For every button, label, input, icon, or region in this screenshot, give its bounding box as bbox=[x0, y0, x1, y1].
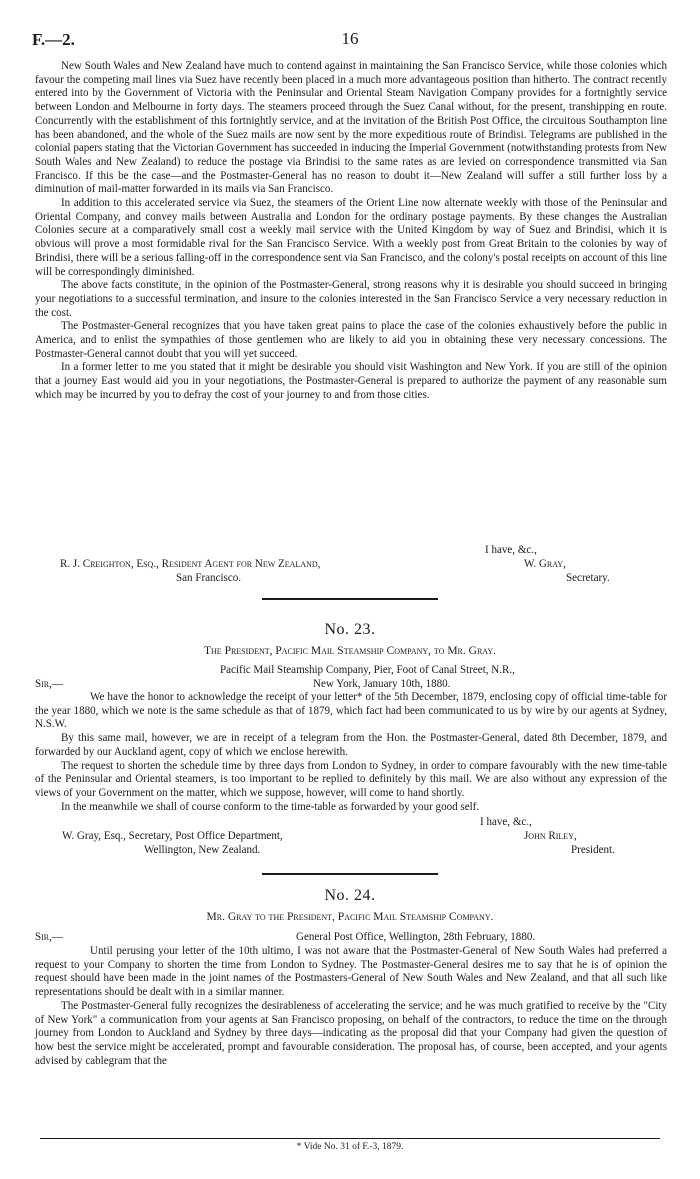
letter-24-address: General Post Office, Wellington, 28th February, 1880. bbox=[296, 931, 536, 943]
paragraph: In addition to this accelerated service via Suez, the steamers of the Orient Line now alternate weekly with those of the Peninsular and Oriental Company, and convey mails between Australia and London for the ordinary postage payments. By these changes the Australian Colonies secure at a comparatively small cost a weekly mail service with the United Kingdom by way of Suez and Brindisi, which it is obvious will prove a most formidable rival for the San Francisco Service. With a weekly post from Great Britain to the colonies by way of Brindisi, there will be a serious falling-off in the correspondence sent via San Francisco, and the colony's postal receipts on account of this line will be correspondingly diminished. bbox=[35, 197, 667, 278]
paragraph: New South Wales and New Zealand have much to contend against in maintaining the San Francisco Service, while those colonies which favour the competing mail lines via Suez have recently been placed in a much more advantageous position than hitherto. The contract recently entered into by the Government of Victoria with the Peninsular and Oriental Steam Navigation Company provides for a fortnightly service between London and Melbourne in forty days. The steamers proceed through the Suez Canal without, for the present, transhipping en route. Concurrently with the establishment of this fortnightly service, and at the invitation of the British Post Office, the circuitous Southampton line has been abandoned, and the whole of the Suez mails are now sent by the more expeditious route of Brindisi. Telegrams are published in the colonial papers stating that the Victorian Government has succeeded in inducing the Imperial Government (notwithstanding protests from New South Wales and New Zealand) to reduce the postage via Brindisi to the same rates as are levied on correspondence transmitted via San Francisco. If this be the case—and the Postmaster-General has no reason to doubt it—New Zealand will suffer a still further loss by a diminution of mail-matter forwarded in its mails via San Francisco. bbox=[35, 60, 668, 196]
addressee-line-2: Wellington, New Zealand. bbox=[144, 844, 261, 856]
paragraph: The Postmaster-General fully recognizes the desirableness of accelerating the service; and he was much gratified to receive by the "City of New York" a communication from your agents at San Francisco proposing, on behalf of the contractors, to reduce the time on the through journey from London to Auckland and Sydney by three days—indicating as the proposal did that your Company had given the question of how best the service might be accelerated, prompt and favourable consideration. The proposal has, of course, been accepted, and your agents advised by cablegram that the bbox=[35, 999, 667, 1067]
signer-name: John Riley, bbox=[524, 830, 577, 842]
letter-23-body bbox=[35, 691, 667, 814]
paragraph: In the meanwhile we shall of course conform to the time-table as forwarded by your good self. bbox=[61, 800, 480, 813]
footnote: * Vide No. 31 of F.-3, 1879. bbox=[296, 1142, 404, 1152]
addressee-line-2: San Francisco. bbox=[176, 572, 242, 584]
paragraph: The above facts constitute, in the opinion of the Postmaster-General, strong reasons why it is desirable you should succeed in bringing your negotiations to a successful termination, and insure to the colonies interested in the San Francisco Service a very necessary reduction in the cost. bbox=[35, 279, 667, 319]
letter-23-address-line-1: Pacific Mail Steamship Company, Pier, Foot of Canal Street, N.R., bbox=[220, 664, 515, 676]
letter-24-salutation: Sir,— bbox=[35, 931, 63, 943]
letter-24-heading: No. 24. bbox=[324, 887, 376, 904]
signer-title: President. bbox=[571, 844, 615, 856]
letter-23-heading: No. 23. bbox=[324, 621, 376, 638]
paragraph: In a former letter to me you stated that it might be desirable you should visit Washington and New York. If you are still of the opinion that a journey East would aid you in your negotiations, the Postmaster-General is prepared to authorize the payment of any reasonable sum which may be incurred by you to defray the cost of your journey to and from those cities. bbox=[35, 361, 667, 401]
page-number: 16 bbox=[341, 29, 359, 48]
letter-23-address-line-2: New York, January 10th, 1880. bbox=[313, 678, 451, 690]
paragraph: We have the honor to acknowledge the receipt of your letter* of the 5th December, 1879, enclosing copy of official time-table for the year 1880, which we note is the same schedule as that of 1879, which fact had been communicated to us by wire by our agents at Sydney, N.S.W. bbox=[35, 691, 667, 731]
section-divider bbox=[262, 598, 438, 600]
paragraph: By this same mail, however, we are in receipt of a telegram from the Hon. the Postmaster-General, dated 8th December, 1879, and forwarded by our Auckland agent, copy of which we enclose herewith. bbox=[35, 732, 667, 758]
footnote-rule bbox=[40, 1138, 660, 1139]
addressee-line-1: R. J. Creighton, Esq., Resident Agent for New Zealand, bbox=[60, 558, 321, 570]
document-reference: F.—2. bbox=[32, 30, 75, 49]
closing-line: I have, &c., bbox=[485, 544, 537, 556]
letter-24-body bbox=[35, 945, 667, 1068]
paragraph: The request to shorten the schedule time by three days from London to Sydney, in order to compare favourably with the new time-table of the Peninsular and Oriental steamers, is too important to be replied to definitely by this mail. We are also without any expression of the views of your Government on the matter, which we suppose, however, will come to hand shortly. bbox=[35, 759, 667, 799]
signer-title: Secretary. bbox=[566, 572, 610, 584]
closing-line: I have, &c., bbox=[480, 816, 532, 828]
section-divider bbox=[262, 873, 438, 875]
letter-22-body bbox=[35, 60, 667, 403]
letter-23-salutation: Sir,— bbox=[35, 678, 63, 690]
addressee-line-1: W. Gray, Esq., Secretary, Post Office Department, bbox=[62, 830, 283, 842]
signer-name: W. Gray, bbox=[524, 558, 566, 570]
letter-23-subheading: The President, Pacific Mail Steamship Company, to Mr. Gray. bbox=[204, 645, 496, 657]
letter-24-subheading: Mr. Gray to the President, Pacific Mail Steamship Company. bbox=[206, 911, 494, 923]
paragraph: Until perusing your letter of the 10th ultimo, I was not aware that the Postmaster-General of New South Wales had preferred a request to your Company to shorten the time from London to Sydney. The Postmaster-General desires me to say that he is of opinion the request should have been made in the joint names of the Postmasters-General of New South Wales and New Zealand, and that all such like representations should be dealt with in a similar manner. bbox=[35, 945, 667, 999]
paragraph: The Postmaster-General recognizes that you have taken great pains to place the case of the colonies exhaustively before the public in America, and to enlist the sympathies of those gentlemen who are likely to aid you in obtaining these very necessary concessions. The Postmaster-General cannot doubt that you will yet succeed. bbox=[35, 320, 667, 360]
